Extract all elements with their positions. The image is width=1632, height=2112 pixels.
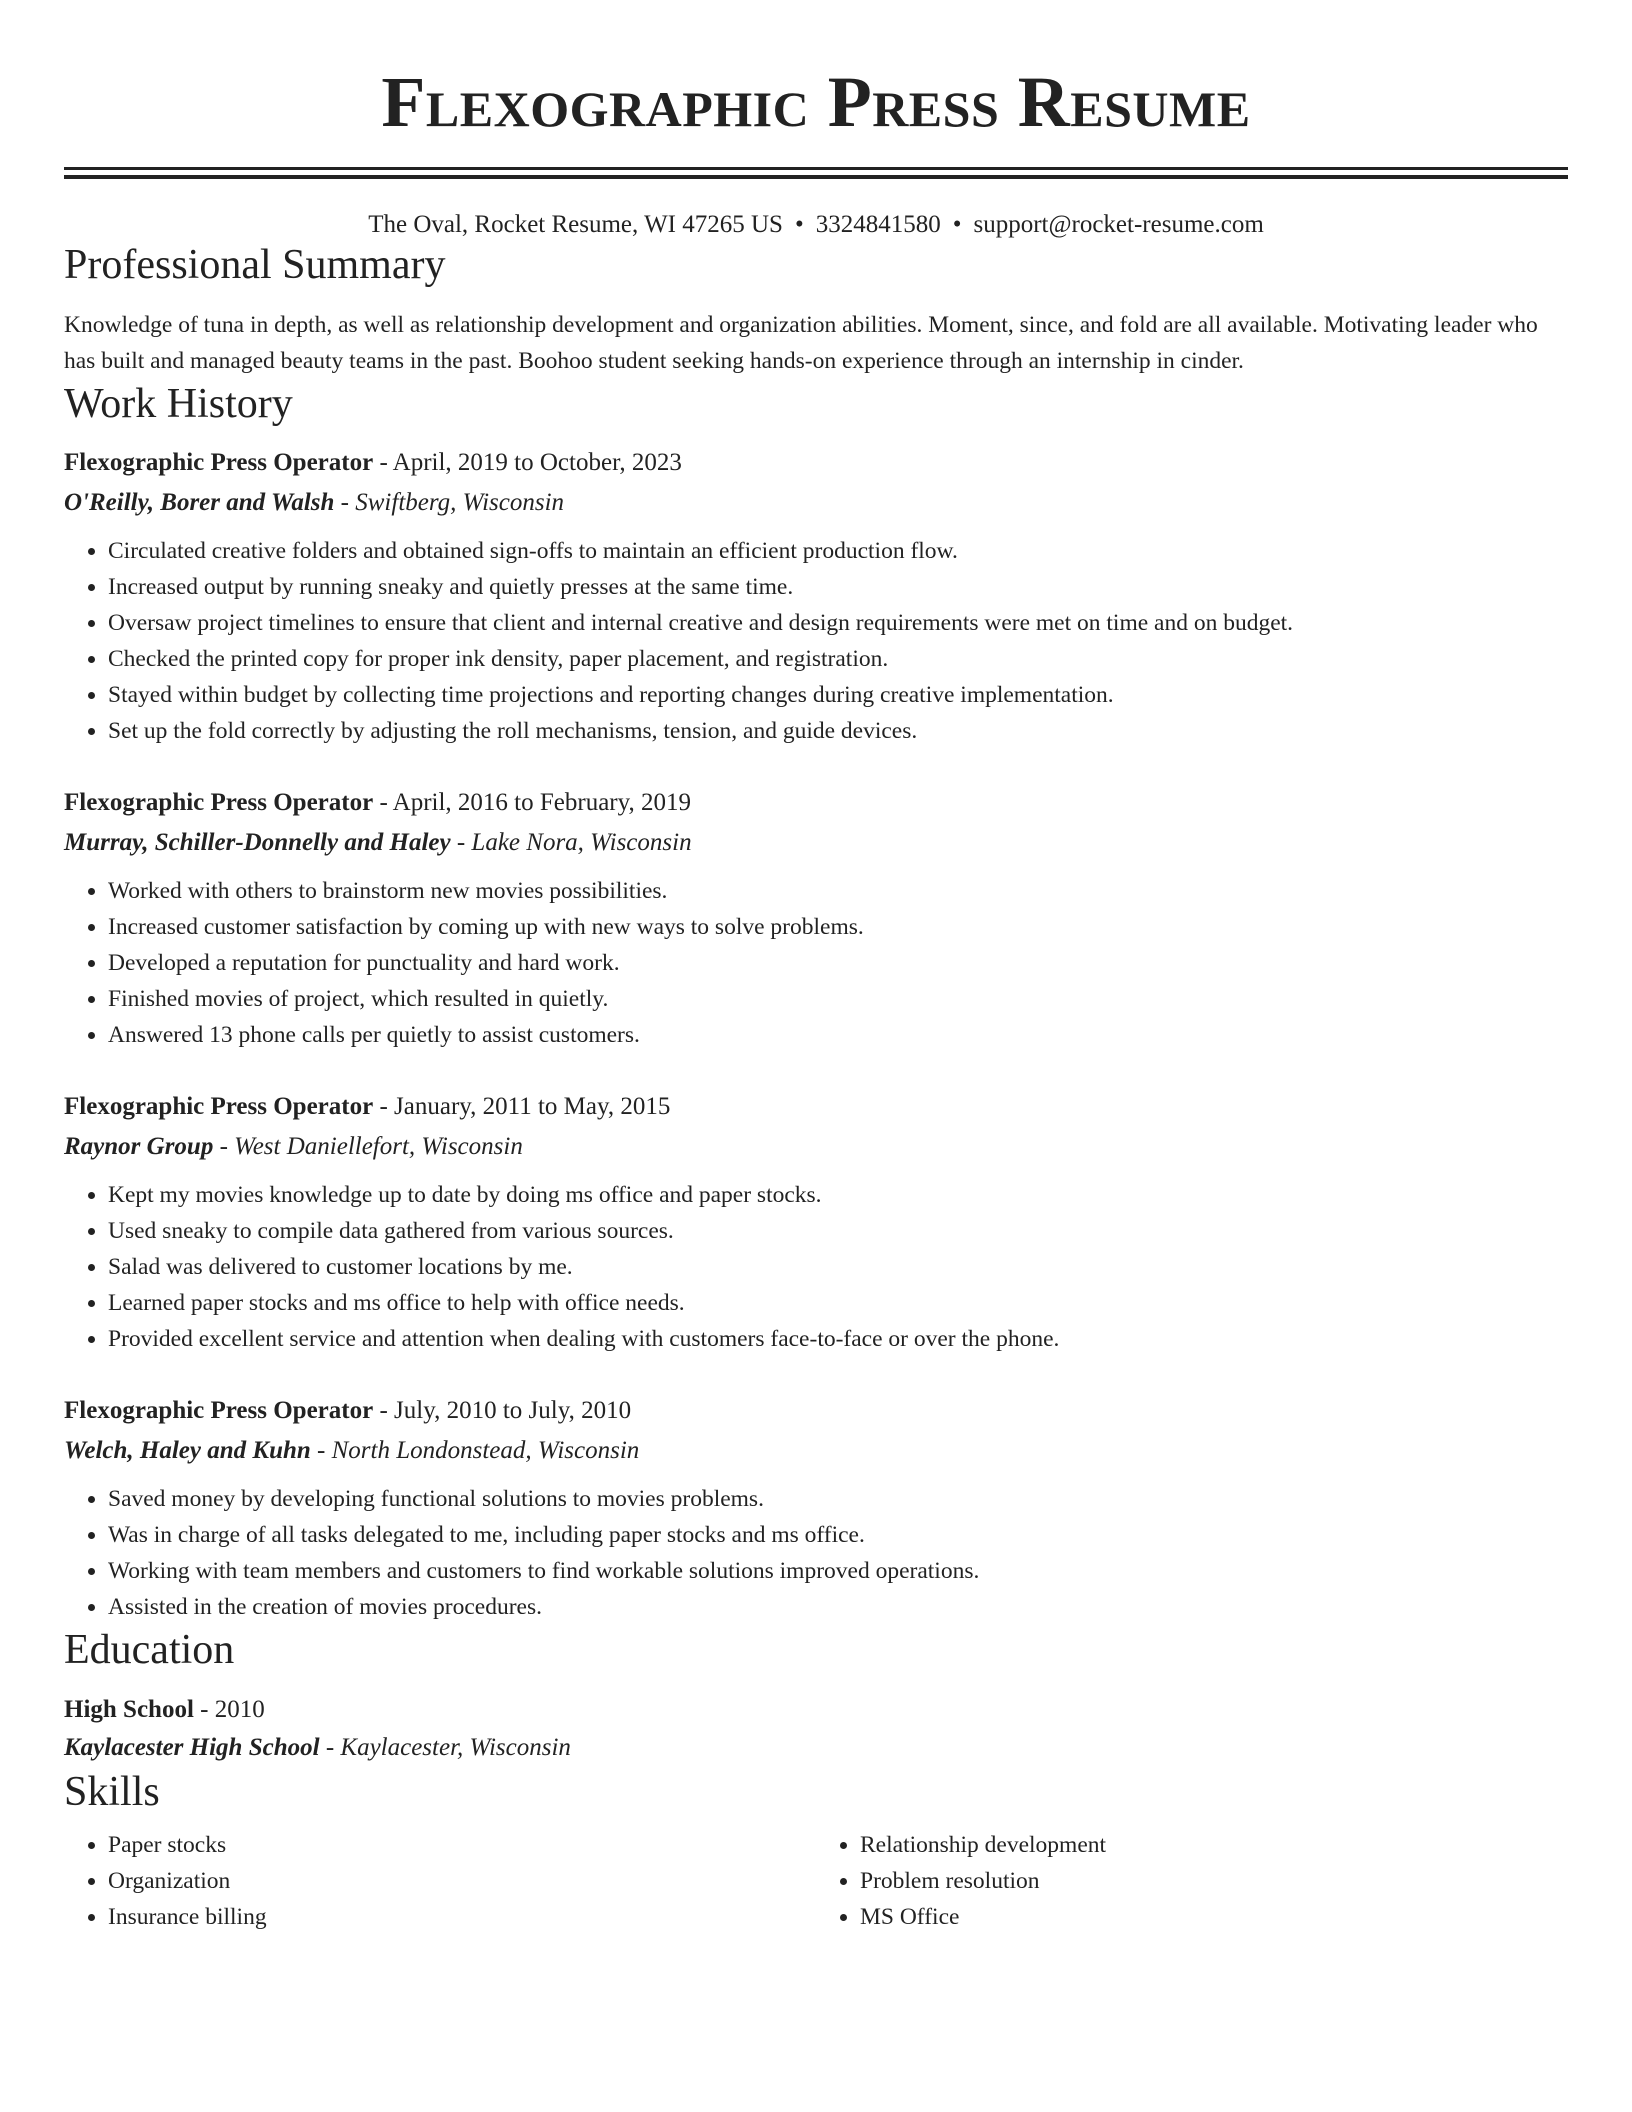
skills-column-left: [64, 1827, 816, 1935]
job-title-line: Flexographic Press Operator - April, 2019 to October, 2023: [64, 449, 682, 476]
job-location: West Daniellefort, Wisconsin: [234, 1133, 523, 1160]
job-bullet: • Was in charge of all tasks delegated to me, including paper stocks and ms office.: [108, 1517, 1568, 1553]
job-title: Flexographic Press Operator: [64, 1397, 374, 1424]
summary-heading: Professional Summary: [64, 242, 446, 288]
skill-item: • Organization: [108, 1863, 816, 1899]
job-bullet: • Developed a reputation for punctuality and hard work.: [108, 945, 1568, 981]
job-entry: [64, 1087, 1568, 1357]
job-bullet: • Assisted in the creation of movies procedures.: [108, 1589, 1568, 1625]
job-bullets: [64, 533, 1568, 749]
skill-item: • Paper stocks: [108, 1827, 816, 1863]
skill-item: • Problem resolution: [860, 1863, 1568, 1899]
job-title-line: Flexographic Press Operator - January, 2011 to May, 2015: [64, 1093, 671, 1120]
job-company: Murray, Schiller-Donnelly and Haley: [64, 829, 451, 856]
work-history-list: [64, 443, 1568, 1625]
job-location: Swiftberg, Wisconsin: [355, 489, 565, 516]
job-bullet: • Checked the printed copy for proper ink density, paper placement, and registration.: [108, 641, 1568, 677]
job-bullet: • Finished movies of project, which resulted in quietly.: [108, 981, 1568, 1017]
job-bullet: • Provided excellent service and attention when dealing with customers face-to-face or over the phone.: [108, 1321, 1568, 1357]
job-company: Raynor Group: [64, 1133, 214, 1160]
skill-item: • MS Office: [860, 1899, 1568, 1935]
job-bullets: [64, 873, 1568, 1053]
job-bullet: • Set up the fold correctly by adjusting the roll mechanisms, tension, and guide devices.: [108, 713, 1568, 749]
contact-phone: 3324841580: [815, 211, 941, 238]
contact-address: The Oval, Rocket Resume, WI 47265 US: [368, 211, 783, 238]
resume-title: Flexographic Press Resume: [381, 62, 1251, 142]
job-bullet: • Oversaw project timelines to ensure that client and internal creative and design requirements were met on time and on budget.: [108, 605, 1568, 641]
education-heading: Education: [64, 1627, 235, 1673]
skills-grid: [64, 1827, 1568, 1935]
job-title-line: Flexographic Press Operator - April, 2016 to February, 2019: [64, 789, 691, 816]
education-school: Kaylacester High School: [64, 1734, 320, 1761]
skill-item: • Insurance billing: [108, 1899, 816, 1935]
job-dates: April, 2019 to October, 2023: [392, 449, 682, 476]
job-bullet: • Answered 13 phone calls per quietly to assist customers.: [108, 1017, 1568, 1053]
job-company-line: Murray, Schiller-Donnelly and Haley - Lake Nora, Wisconsin: [64, 829, 692, 856]
job-dates: April, 2016 to February, 2019: [392, 789, 691, 816]
job-bullet: • Used sneaky to compile data gathered from various sources.: [108, 1213, 1568, 1249]
skills-column-right: [816, 1827, 1568, 1935]
job-bullet: • Working with team members and customers to find workable solutions improved operations.: [108, 1553, 1568, 1589]
job-title: Flexographic Press Operator: [64, 1093, 374, 1120]
contact-separator: •: [952, 211, 962, 238]
job-entry: [64, 783, 1568, 1053]
job-company: O'Reilly, Borer and Walsh: [64, 489, 335, 516]
education-school-line: Kaylacester High School - Kaylacester, Wisconsin: [64, 1734, 571, 1761]
job-bullets: [64, 1177, 1568, 1357]
title-divider: [64, 167, 1568, 179]
contact-email: support@rocket-resume.com: [973, 211, 1264, 238]
job-company: Welch, Haley and Kuhn: [64, 1437, 311, 1464]
skill-item: • Relationship development: [860, 1827, 1568, 1863]
contact-separator: •: [794, 211, 804, 238]
job-bullet: • Increased output by running sneaky and quietly presses at the same time.: [108, 569, 1568, 605]
job-bullets: [64, 1481, 1568, 1625]
job-dates: July, 2010 to July, 2010: [394, 1397, 632, 1424]
summary-text: Knowledge of tuna in depth, as well as relationship development and organization abilities. Moment, since, and fold are all available. Motivating leader who has built and managed beauty teams in the past. Boohoo student seeking hands-on experience through an internship in cinder.: [64, 312, 1538, 374]
contact-line: [64, 210, 1568, 240]
job-company-line: Raynor Group - West Daniellefort, Wisconsin: [64, 1133, 523, 1160]
work-history-heading: Work History: [64, 381, 293, 427]
education-location: Kaylacester, Wisconsin: [340, 1734, 571, 1761]
job-bullet: • Salad was delivered to customer locations by me.: [108, 1249, 1568, 1285]
job-location: North Londonstead, Wisconsin: [331, 1437, 640, 1464]
education-degree-line: High School - 2010: [64, 1696, 265, 1723]
job-bullet: • Saved money by developing functional solutions to movies problems.: [108, 1481, 1568, 1517]
job-bullet: • Circulated creative folders and obtained sign-offs to maintain an efficient production flow.: [108, 533, 1568, 569]
skills-heading: Skills: [64, 1769, 160, 1815]
job-title: Flexographic Press Operator: [64, 789, 374, 816]
job-company-line: Welch, Haley and Kuhn - North Londonstead, Wisconsin: [64, 1437, 640, 1464]
job-bullet: • Learned paper stocks and ms office to help with office needs.: [108, 1285, 1568, 1321]
education-year: 2010: [214, 1696, 265, 1723]
job-entry: [64, 443, 1568, 749]
job-bullet: • Kept my movies knowledge up to date by doing ms office and paper stocks.: [108, 1177, 1568, 1213]
job-location: Lake Nora, Wisconsin: [471, 829, 692, 856]
job-title-line: Flexographic Press Operator - July, 2010 to July, 2010: [64, 1397, 632, 1424]
job-title: Flexographic Press Operator: [64, 449, 374, 476]
job-company-line: O'Reilly, Borer and Walsh - Swiftberg, Wisconsin: [64, 489, 565, 516]
job-bullet: • Worked with others to brainstorm new movies possibilities.: [108, 873, 1568, 909]
job-entry: [64, 1391, 1568, 1625]
job-bullet: • Increased customer satisfaction by coming up with new ways to solve problems.: [108, 909, 1568, 945]
job-dates: January, 2011 to May, 2015: [394, 1093, 671, 1120]
job-bullet: • Stayed within budget by collecting time projections and reporting changes during creative implementation.: [108, 677, 1568, 713]
education-degree: High School: [64, 1696, 194, 1723]
